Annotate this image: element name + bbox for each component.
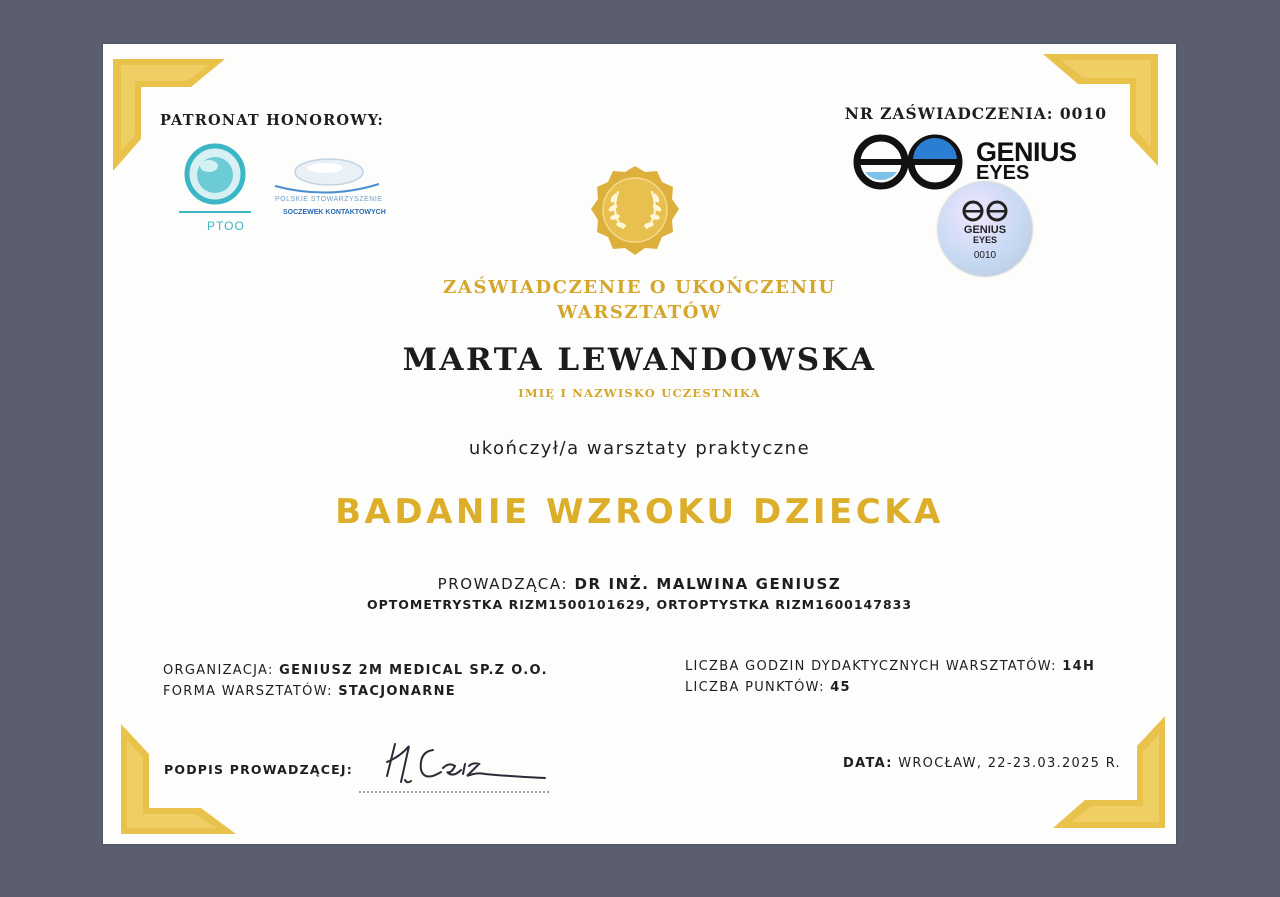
genius-eyes-line2: EYES: [976, 162, 1030, 185]
pssk-logo-line1: POLSKIE STOWARZYSZENIE: [275, 196, 383, 203]
hologram-eyes-icon: [960, 200, 1010, 222]
course-title: BADANIE WZROKU DZIECKA: [335, 492, 944, 532]
certificate-number: [845, 104, 1107, 123]
genius-eyes-line1: GENIUS: [976, 137, 1077, 167]
genius-eyes-logo-icon: [851, 134, 969, 190]
date-value: WROCŁAW, 22-23.03.2025 R.: [898, 756, 1121, 771]
instructor-line: [103, 575, 1176, 593]
certificate-heading-line2: WARSZTATÓW: [557, 302, 722, 323]
hours-row: [685, 656, 1095, 677]
hologram-text-line2: EYES: [972, 235, 997, 245]
participant-name: MARTA LEWANDOWSKA: [402, 342, 877, 378]
ptoo-logo-icon: [175, 142, 255, 217]
organization-row: [163, 660, 548, 681]
certificate-number-label: NR ZAŚWIADCZENIA:: [844, 104, 1054, 123]
handwritten-signature: [355, 734, 555, 796]
organization-value: GENIUSZ 2M MEDICAL SP.Z O.O.: [279, 663, 548, 678]
certificate-heading: [103, 275, 1176, 325]
patronage-title: PATRONAT HONOROWY:: [160, 112, 385, 129]
details-right: [685, 656, 1095, 698]
date-label: DATA:: [843, 756, 893, 771]
instructor-name: DR INŻ. MALWINA GENIUSZ: [574, 575, 842, 593]
pssk-logo-line2: SOCZEWEK KONTAKTOWYCH: [283, 209, 386, 216]
genius-eyes-wordmark: [976, 137, 1077, 185]
certificate-number-value: 0010: [1059, 104, 1107, 123]
certificate-heading-line1: ZAŚWIADCZENIE O UKOŃCZENIU: [443, 277, 836, 298]
points-value: 45: [830, 680, 851, 695]
form-label: FORMA WARSZTATÓW:: [163, 684, 333, 699]
corner-ornament-bottom-right: [1053, 716, 1168, 831]
details-left: [163, 660, 548, 702]
points-row: [685, 677, 1095, 698]
signature-label: PODPIS PROWADZĄCEJ:: [164, 762, 353, 777]
certificate-sheet: [103, 44, 1176, 844]
form-row: [163, 681, 548, 702]
hours-value: 14H: [1062, 659, 1096, 674]
points-label: LICZBA PUNKTÓW:: [685, 680, 825, 695]
completion-text: ukończył/a warsztaty praktyczne: [468, 438, 811, 459]
hologram-text-line1: GENIUS: [963, 224, 1007, 236]
gold-seal-laurel-icon: [590, 166, 680, 256]
date-line: [843, 756, 1121, 771]
contact-lens-logo-icon: [273, 156, 383, 198]
instructor-credentials: OPTOMETRYSTKA RIZM1500101629, ORTOPTYSTKA RIZM1600147833: [366, 597, 913, 612]
form-value: STACJONARNE: [338, 684, 456, 699]
ptoo-logo-text: PTOO: [207, 219, 245, 233]
hologram-number: 0010: [973, 250, 997, 261]
organization-label: ORGANIZACJA:: [163, 663, 274, 678]
participant-name-label: IMIĘ I NAZWISKO UCZESTNIKA: [518, 386, 761, 400]
hologram-seal: [938, 182, 1032, 276]
hours-label: LICZBA GODZIN DYDAKTYCZNYCH WARSZTATÓW:: [685, 659, 1057, 674]
instructor-label: PROWADZĄCA:: [437, 575, 569, 593]
corner-ornament-bottom-left: [121, 724, 239, 836]
